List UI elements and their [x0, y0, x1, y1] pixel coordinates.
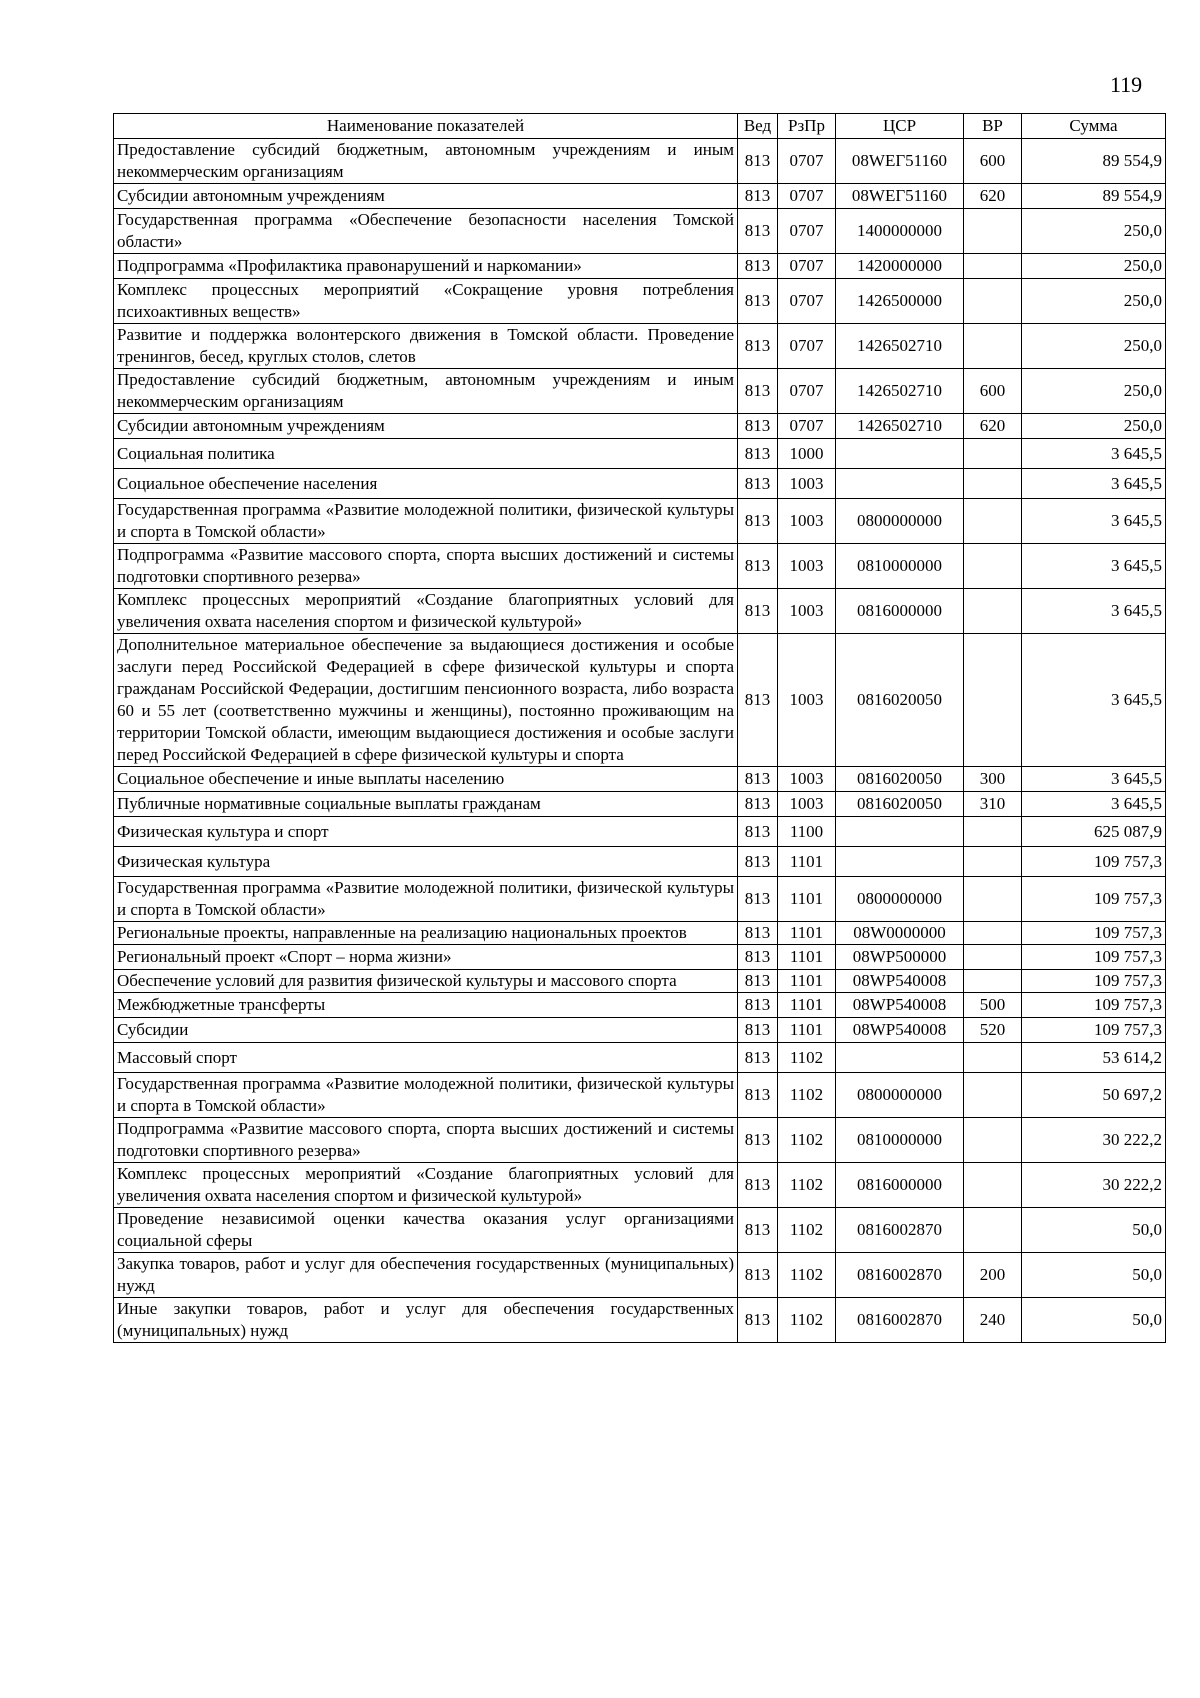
cell-sum: 50,0 — [1022, 1208, 1166, 1253]
header-name: Наименование показателей — [114, 114, 738, 139]
cell-name: Физическая культура — [114, 847, 738, 877]
cell-vr: 310 — [964, 792, 1022, 817]
cell-vr: 600 — [964, 369, 1022, 414]
table-row — [114, 589, 1166, 634]
cell-sum: 109 757,3 — [1022, 877, 1166, 922]
cell-name: Массовый спорт — [114, 1043, 738, 1073]
cell-rzpr: 1101 — [778, 922, 836, 945]
cell-ved: 813 — [738, 1253, 778, 1298]
cell-vr — [964, 970, 1022, 993]
cell-ved: 813 — [738, 369, 778, 414]
cell-csr: 0816002870 — [836, 1253, 964, 1298]
cell-csr: 1426502710 — [836, 414, 964, 439]
table-row — [114, 792, 1166, 817]
cell-csr: 0816000000 — [836, 589, 964, 634]
budget-table — [113, 113, 1166, 1343]
cell-csr — [836, 817, 964, 847]
table-row — [114, 634, 1166, 767]
cell-vr — [964, 922, 1022, 945]
cell-vr — [964, 589, 1022, 634]
cell-csr: 08WEГ51160 — [836, 184, 964, 209]
cell-name: Комплекс процессных мероприятий «Создание благоприятных условий для увеличения охвата населения спортом и физической культурой» — [114, 589, 738, 634]
table-row — [114, 970, 1166, 993]
cell-ved: 813 — [738, 970, 778, 993]
cell-sum: 3 645,5 — [1022, 634, 1166, 767]
cell-csr — [836, 1043, 964, 1073]
cell-vr: 240 — [964, 1298, 1022, 1343]
cell-csr — [836, 469, 964, 499]
cell-ved: 813 — [738, 254, 778, 279]
cell-vr: 520 — [964, 1018, 1022, 1043]
table-row — [114, 544, 1166, 589]
cell-sum: 3 645,5 — [1022, 499, 1166, 544]
table-row — [114, 817, 1166, 847]
cell-ved: 813 — [738, 817, 778, 847]
cell-sum: 89 554,9 — [1022, 139, 1166, 184]
cell-rzpr: 1101 — [778, 847, 836, 877]
cell-sum: 250,0 — [1022, 369, 1166, 414]
cell-sum: 53 614,2 — [1022, 1043, 1166, 1073]
cell-ved: 813 — [738, 922, 778, 945]
cell-name: Комплекс процессных мероприятий «Создание благоприятных условий для увеличения охвата населения спортом и физической культурой» — [114, 1163, 738, 1208]
header-vr: ВР — [964, 114, 1022, 139]
cell-sum: 109 757,3 — [1022, 993, 1166, 1018]
cell-csr: 0816020050 — [836, 792, 964, 817]
cell-rzpr: 0707 — [778, 139, 836, 184]
cell-rzpr: 1101 — [778, 993, 836, 1018]
table-row — [114, 139, 1166, 184]
cell-rzpr: 1101 — [778, 945, 836, 970]
cell-name: Социальное обеспечение и иные выплаты населению — [114, 767, 738, 792]
cell-name: Подпрограмма «Развитие массового спорта, спорта высших достижений и системы подготовки спортивного резерва» — [114, 1118, 738, 1163]
cell-sum: 109 757,3 — [1022, 945, 1166, 970]
cell-rzpr: 1003 — [778, 469, 836, 499]
cell-rzpr: 0707 — [778, 279, 836, 324]
cell-rzpr: 1102 — [778, 1208, 836, 1253]
cell-vr: 600 — [964, 139, 1022, 184]
table-row — [114, 209, 1166, 254]
cell-rzpr: 0707 — [778, 324, 836, 369]
cell-ved: 813 — [738, 877, 778, 922]
cell-csr: 1426502710 — [836, 369, 964, 414]
cell-sum: 3 645,5 — [1022, 544, 1166, 589]
cell-name: Подпрограмма «Развитие массового спорта, спорта высших достижений и системы подготовки спортивного резерва» — [114, 544, 738, 589]
cell-sum: 109 757,3 — [1022, 847, 1166, 877]
cell-name: Проведение независимой оценки качества оказания услуг организациями социальной сферы — [114, 1208, 738, 1253]
cell-name: Предоставление субсидий бюджетным, автономным учреждениям и иным некоммерческим организациям — [114, 369, 738, 414]
table-row — [114, 499, 1166, 544]
cell-csr: 1426502710 — [836, 324, 964, 369]
cell-rzpr: 1003 — [778, 499, 836, 544]
cell-ved: 813 — [738, 544, 778, 589]
cell-ved: 813 — [738, 847, 778, 877]
table-row — [114, 767, 1166, 792]
cell-csr: 0800000000 — [836, 1073, 964, 1118]
table-row — [114, 1163, 1166, 1208]
table-row — [114, 279, 1166, 324]
table-row — [114, 993, 1166, 1018]
cell-ved: 813 — [738, 1073, 778, 1118]
cell-vr — [964, 634, 1022, 767]
cell-rzpr: 1102 — [778, 1253, 836, 1298]
cell-vr — [964, 279, 1022, 324]
cell-rzpr: 1003 — [778, 544, 836, 589]
cell-sum: 3 645,5 — [1022, 767, 1166, 792]
cell-csr: 08W0000000 — [836, 922, 964, 945]
cell-vr — [964, 1073, 1022, 1118]
table-row — [114, 324, 1166, 369]
cell-name: Региональные проекты, направленные на реализацию национальных проектов — [114, 922, 738, 945]
cell-rzpr: 1003 — [778, 589, 836, 634]
cell-name: Дополнительное материальное обеспечение за выдающиеся достижения и особые заслуги перед Российской Федерацией в сфере физической культуры и спорта гражданам Российской Федерации, достигшим пенсионного возраста, либо возраста 60 и 55 лет (соответственно мужчины и женщины), постоянно проживающим на территории Томской области, имеющим выдающиеся достижения и особые заслуги перед Российской Федерацией в сфере физической культуры и спорта — [114, 634, 738, 767]
cell-name: Публичные нормативные социальные выплаты гражданам — [114, 792, 738, 817]
cell-rzpr: 1102 — [778, 1163, 836, 1208]
cell-name: Предоставление субсидий бюджетным, автономным учреждениям и иным некоммерческим организациям — [114, 139, 738, 184]
cell-sum: 3 645,5 — [1022, 469, 1166, 499]
cell-name: Региональный проект «Спорт – норма жизни» — [114, 945, 738, 970]
cell-ved: 813 — [738, 792, 778, 817]
cell-csr: 08WEГ51160 — [836, 139, 964, 184]
cell-csr: 08WP540008 — [836, 1018, 964, 1043]
table-row — [114, 877, 1166, 922]
table-row — [114, 1018, 1166, 1043]
cell-csr: 08WP540008 — [836, 993, 964, 1018]
cell-vr — [964, 439, 1022, 469]
cell-vr: 620 — [964, 184, 1022, 209]
cell-ved: 813 — [738, 1018, 778, 1043]
cell-vr — [964, 1163, 1022, 1208]
cell-ved: 813 — [738, 1208, 778, 1253]
cell-ved: 813 — [738, 589, 778, 634]
cell-name: Комплекс процессных мероприятий «Сокращение уровня потребления психоактивных веществ» — [114, 279, 738, 324]
cell-rzpr: 1102 — [778, 1043, 836, 1073]
cell-ved: 813 — [738, 499, 778, 544]
cell-ved: 813 — [738, 1118, 778, 1163]
cell-name: Государственная программа «Развитие молодежной политики, физической культуры и спорта в Томской области» — [114, 499, 738, 544]
cell-name: Обеспечение условий для развития физической культуры и массового спорта — [114, 970, 738, 993]
page-number: 119 — [1110, 72, 1143, 97]
cell-vr: 500 — [964, 993, 1022, 1018]
cell-rzpr: 0707 — [778, 414, 836, 439]
table-row — [114, 254, 1166, 279]
cell-sum: 3 645,5 — [1022, 792, 1166, 817]
cell-csr: 0816002870 — [836, 1298, 964, 1343]
header-rzpr: РзПр — [778, 114, 836, 139]
cell-vr — [964, 544, 1022, 589]
cell-vr — [964, 254, 1022, 279]
cell-csr: 0816002870 — [836, 1208, 964, 1253]
cell-vr — [964, 847, 1022, 877]
cell-vr — [964, 877, 1022, 922]
cell-sum: 50 697,2 — [1022, 1073, 1166, 1118]
cell-ved: 813 — [738, 993, 778, 1018]
cell-sum: 109 757,3 — [1022, 970, 1166, 993]
table-row — [114, 1118, 1166, 1163]
cell-vr — [964, 1208, 1022, 1253]
cell-vr — [964, 209, 1022, 254]
cell-rzpr: 1003 — [778, 767, 836, 792]
cell-ved: 813 — [738, 184, 778, 209]
cell-csr: 0816020050 — [836, 767, 964, 792]
cell-name: Субсидии — [114, 1018, 738, 1043]
cell-vr — [964, 817, 1022, 847]
header-csr: ЦСР — [836, 114, 964, 139]
cell-csr — [836, 439, 964, 469]
header-ved: Вед — [738, 114, 778, 139]
cell-ved: 813 — [738, 324, 778, 369]
cell-vr: 620 — [964, 414, 1022, 439]
table-row — [114, 945, 1166, 970]
cell-sum: 30 222,2 — [1022, 1118, 1166, 1163]
cell-rzpr: 1102 — [778, 1118, 836, 1163]
cell-csr — [836, 847, 964, 877]
cell-vr — [964, 945, 1022, 970]
table-body — [114, 139, 1166, 1343]
cell-name: Подпрограмма «Профилактика правонарушений и наркомании» — [114, 254, 738, 279]
cell-name: Государственная программа «Обеспечение безопасности населения Томской области» — [114, 209, 738, 254]
cell-sum: 3 645,5 — [1022, 439, 1166, 469]
cell-csr: 0800000000 — [836, 499, 964, 544]
cell-rzpr: 1101 — [778, 877, 836, 922]
table-row — [114, 469, 1166, 499]
cell-ved: 813 — [738, 414, 778, 439]
cell-ved: 813 — [738, 439, 778, 469]
cell-rzpr: 1100 — [778, 817, 836, 847]
table-row — [114, 184, 1166, 209]
cell-sum: 250,0 — [1022, 279, 1166, 324]
cell-rzpr: 0707 — [778, 209, 836, 254]
cell-name: Развитие и поддержка волонтерского движения в Томской области. Проведение тренингов, бесед, круглых столов, слетов — [114, 324, 738, 369]
cell-name: Социальное обеспечение населения — [114, 469, 738, 499]
cell-csr: 0800000000 — [836, 877, 964, 922]
cell-rzpr: 0707 — [778, 254, 836, 279]
cell-csr: 0810000000 — [836, 544, 964, 589]
cell-csr: 1420000000 — [836, 254, 964, 279]
cell-csr: 08WP500000 — [836, 945, 964, 970]
cell-rzpr: 1003 — [778, 792, 836, 817]
cell-rzpr: 1101 — [778, 1018, 836, 1043]
cell-sum: 50,0 — [1022, 1298, 1166, 1343]
cell-vr — [964, 499, 1022, 544]
header-sum: Сумма — [1022, 114, 1166, 139]
cell-rzpr: 0707 — [778, 369, 836, 414]
cell-sum: 109 757,3 — [1022, 1018, 1166, 1043]
cell-name: Субсидии автономным учреждениям — [114, 184, 738, 209]
table-row — [114, 1043, 1166, 1073]
table-row — [114, 1073, 1166, 1118]
cell-ved: 813 — [738, 209, 778, 254]
cell-rzpr: 1000 — [778, 439, 836, 469]
cell-ved: 813 — [738, 469, 778, 499]
cell-rzpr: 0707 — [778, 184, 836, 209]
cell-sum: 250,0 — [1022, 209, 1166, 254]
cell-name: Государственная программа «Развитие молодежной политики, физической культуры и спорта в Томской области» — [114, 1073, 738, 1118]
table-row — [114, 369, 1166, 414]
cell-rzpr: 1101 — [778, 970, 836, 993]
cell-vr: 300 — [964, 767, 1022, 792]
cell-rzpr: 1102 — [778, 1073, 836, 1118]
cell-sum: 50,0 — [1022, 1253, 1166, 1298]
cell-ved: 813 — [738, 1043, 778, 1073]
cell-csr: 0810000000 — [836, 1118, 964, 1163]
cell-sum: 250,0 — [1022, 254, 1166, 279]
cell-sum: 109 757,3 — [1022, 922, 1166, 945]
cell-name: Закупка товаров, работ и услуг для обеспечения государственных (муниципальных) нужд — [114, 1253, 738, 1298]
cell-vr — [964, 1118, 1022, 1163]
cell-ved: 813 — [738, 945, 778, 970]
cell-sum: 30 222,2 — [1022, 1163, 1166, 1208]
cell-ved: 813 — [738, 279, 778, 324]
cell-name: Социальная политика — [114, 439, 738, 469]
cell-csr: 08WP540008 — [836, 970, 964, 993]
cell-csr: 1400000000 — [836, 209, 964, 254]
cell-name: Межбюджетные трансферты — [114, 993, 738, 1018]
table-row — [114, 847, 1166, 877]
cell-sum: 250,0 — [1022, 324, 1166, 369]
cell-vr: 200 — [964, 1253, 1022, 1298]
cell-rzpr: 1102 — [778, 1298, 836, 1343]
cell-name: Иные закупки товаров, работ и услуг для обеспечения государственных (муниципальных) нужд — [114, 1298, 738, 1343]
cell-ved: 813 — [738, 1298, 778, 1343]
cell-ved: 813 — [738, 1163, 778, 1208]
cell-csr: 1426500000 — [836, 279, 964, 324]
cell-sum: 3 645,5 — [1022, 589, 1166, 634]
cell-name: Субсидии автономным учреждениям — [114, 414, 738, 439]
cell-sum: 89 554,9 — [1022, 184, 1166, 209]
cell-rzpr: 1003 — [778, 634, 836, 767]
cell-ved: 813 — [738, 139, 778, 184]
cell-vr — [964, 324, 1022, 369]
cell-csr: 0816000000 — [836, 1163, 964, 1208]
cell-name: Государственная программа «Развитие молодежной политики, физической культуры и спорта в Томской области» — [114, 877, 738, 922]
cell-vr — [964, 469, 1022, 499]
table-row — [114, 439, 1166, 469]
cell-name: Физическая культура и спорт — [114, 817, 738, 847]
table-row — [114, 1208, 1166, 1253]
table-row — [114, 414, 1166, 439]
table-row — [114, 1298, 1166, 1343]
table-row — [114, 922, 1166, 945]
cell-ved: 813 — [738, 634, 778, 767]
cell-vr — [964, 1043, 1022, 1073]
table-header-row — [114, 114, 1166, 139]
cell-sum: 625 087,9 — [1022, 817, 1166, 847]
cell-ved: 813 — [738, 767, 778, 792]
cell-sum: 250,0 — [1022, 414, 1166, 439]
cell-csr: 0816020050 — [836, 634, 964, 767]
table-row — [114, 1253, 1166, 1298]
